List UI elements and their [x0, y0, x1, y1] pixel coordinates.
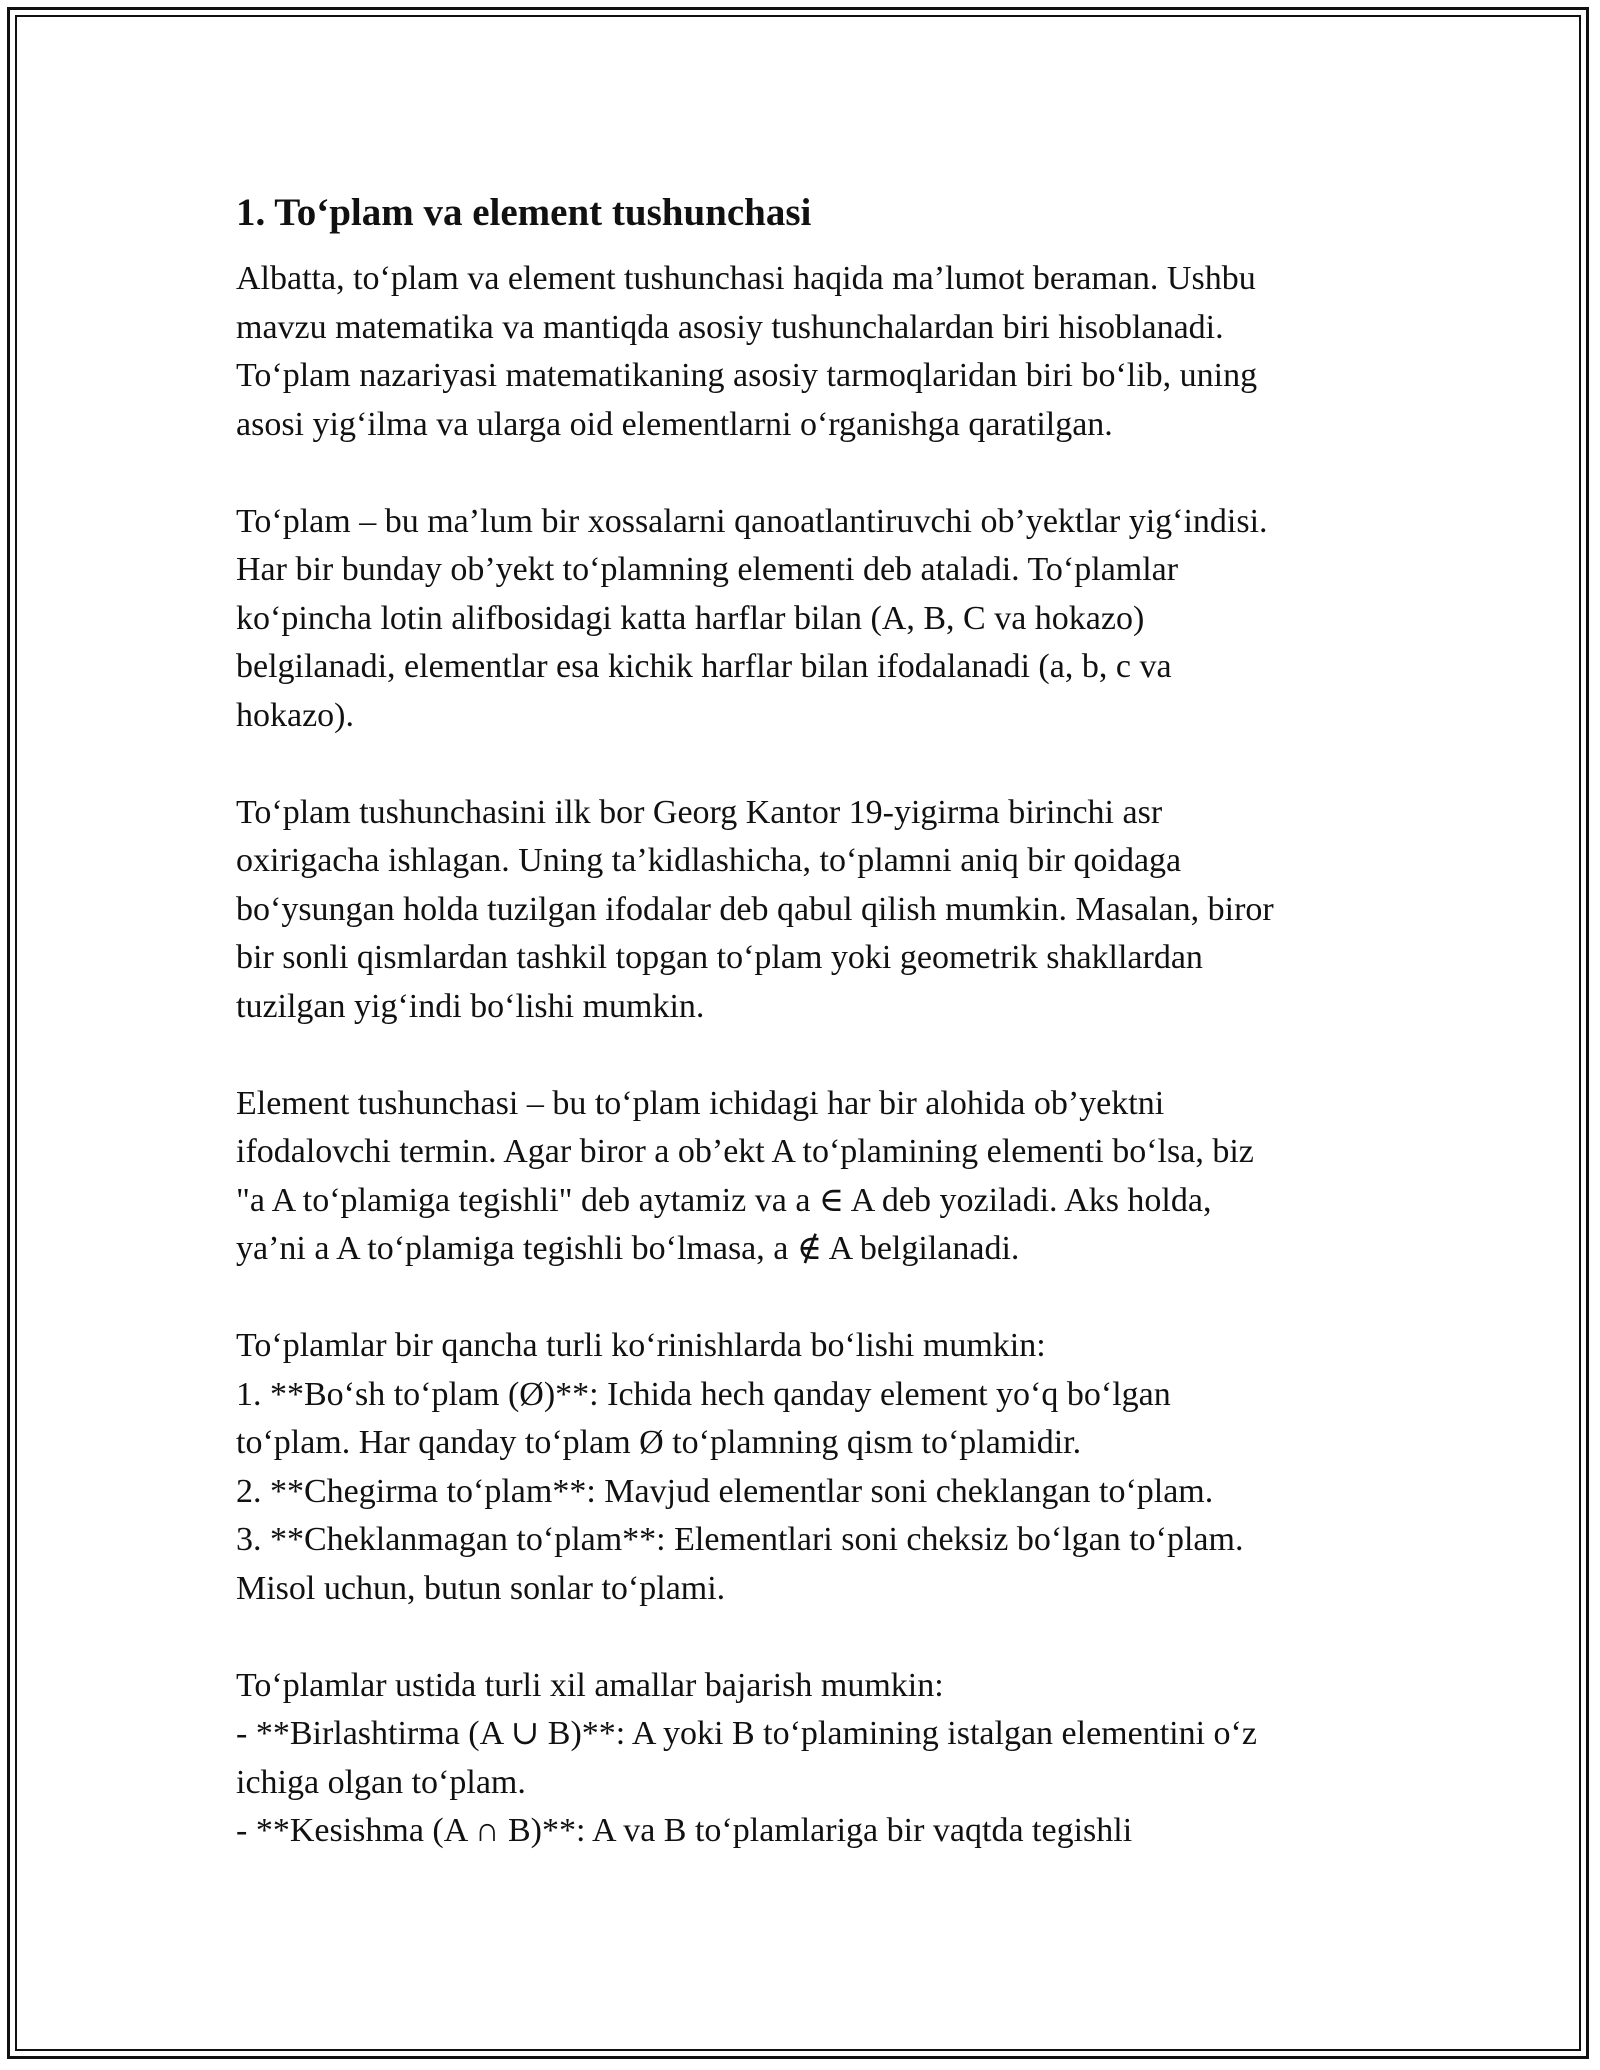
text-line: bir sonli qismlardan tashkil topgan to‘plam yoki geometrik shakllardan	[236, 939, 1203, 976]
list-item: 3. **Cheklanmagan to‘plam**: Elementlari soni cheksiz bo‘lgan to‘plam.	[236, 1521, 1244, 1558]
paragraph-element	[236, 1080, 1366, 1274]
list-item: - **Birlashtirma (A ∪ B)**: A yoki B to‘plamining istalgan elementini o‘z	[236, 1715, 1257, 1752]
text-line: ko‘pincha lotin alifbosidagi katta harflar bilan (A, B, C va hokazo)	[236, 599, 1145, 637]
text-line: To‘plamlar bir qancha turli ko‘rinishlarda bo‘lishi mumkin:	[236, 1327, 1046, 1364]
text-line: "a A to‘plamiga tegishli" deb aytamiz va a ∈ A deb yoziladi. Aks holda,	[236, 1181, 1212, 1219]
page-title: 1. To‘plam va element tushunchasi	[236, 191, 812, 234]
paragraph-set-types	[236, 1322, 1366, 1613]
list-item: 2. **Chegirma to‘plam**: Mavjud elementlar soni cheklangan to‘plam.	[236, 1472, 1214, 1510]
text-line: To‘plam – bu ma’lum bir xossalarni qanoatlantiruvchi ob’yektlar yig‘indisi.	[236, 502, 1268, 540]
text-line: to‘plam. Har qanday to‘plam Ø to‘plamning qism to‘plamidir.	[236, 1424, 1082, 1461]
document-body	[236, 185, 1366, 1904]
text-line: Element tushunchasi – bu to‘plam ichidagi har bir alohida ob’yektni	[236, 1084, 1165, 1122]
text-line: Albatta, to‘plam va element tushunchasi haqida ma’lumot beraman. Ushbu	[236, 260, 1256, 297]
text-line: tuzilgan yig‘indi bo‘lishi mumkin.	[236, 987, 705, 1025]
paragraph-definition	[236, 498, 1366, 741]
text-line: bo‘ysungan holda tuzilgan ifodalar deb qabul qilish mumkin. Masalan, biror	[236, 890, 1274, 928]
text-line: Misol uchun, butun sonlar to‘plami.	[236, 1569, 726, 1607]
text-line: To‘plamlar ustida turli xil amallar bajarish mumkin:	[236, 1666, 944, 1704]
text-line: oxirigacha ishlagan. Uning ta’kidlashicha, to‘plamni aniq bir qoidaga	[236, 842, 1182, 879]
text-line: belgilanadi, elementlar esa kichik harflar bilan ifodalanadi (a, b, c va	[236, 648, 1172, 685]
text-line: ya’ni a A to‘plamiga tegishli bo‘lmasa, a ∉ A belgilanadi.	[236, 1230, 1020, 1267]
text-line: asosi yig‘ilma va ularga oid elementlarni o‘rganishga qaratilgan.	[236, 405, 1113, 443]
list-item: - **Kesishma (A ∩ B)**: A va B to‘plamlariga bir vaqtda tegishli	[236, 1812, 1133, 1849]
paragraph-history	[236, 789, 1366, 1032]
paragraph-set-operations	[236, 1662, 1366, 1856]
text-line: hokazo).	[236, 696, 355, 734]
text-line: To‘plam nazariyasi matematikaning asosiy tarmoqlaridan biri bo‘lib, uning	[236, 357, 1258, 394]
text-line: Har bir bunday ob’yekt to‘plamning elementi deb ataladi. To‘plamlar	[236, 551, 1179, 588]
list-item: 1. **Bo‘sh to‘plam (Ø)**: Ichida hech qanday element yo‘q bo‘lgan	[236, 1375, 1171, 1413]
text-line: To‘plam tushunchasini ilk bor Georg Kantor 19-yigirma birinchi asr	[236, 793, 1163, 831]
paragraph-intro	[236, 255, 1366, 449]
text-line: ifodalovchi termin. Agar biror a ob’ekt A to‘plamining elementi bo‘lsa, biz	[236, 1133, 1254, 1170]
text-line: ichiga olgan to‘plam.	[236, 1763, 526, 1801]
text-line: mavzu matematika va mantiqda asosiy tushunchalardan biri hisoblanadi.	[236, 308, 1224, 346]
